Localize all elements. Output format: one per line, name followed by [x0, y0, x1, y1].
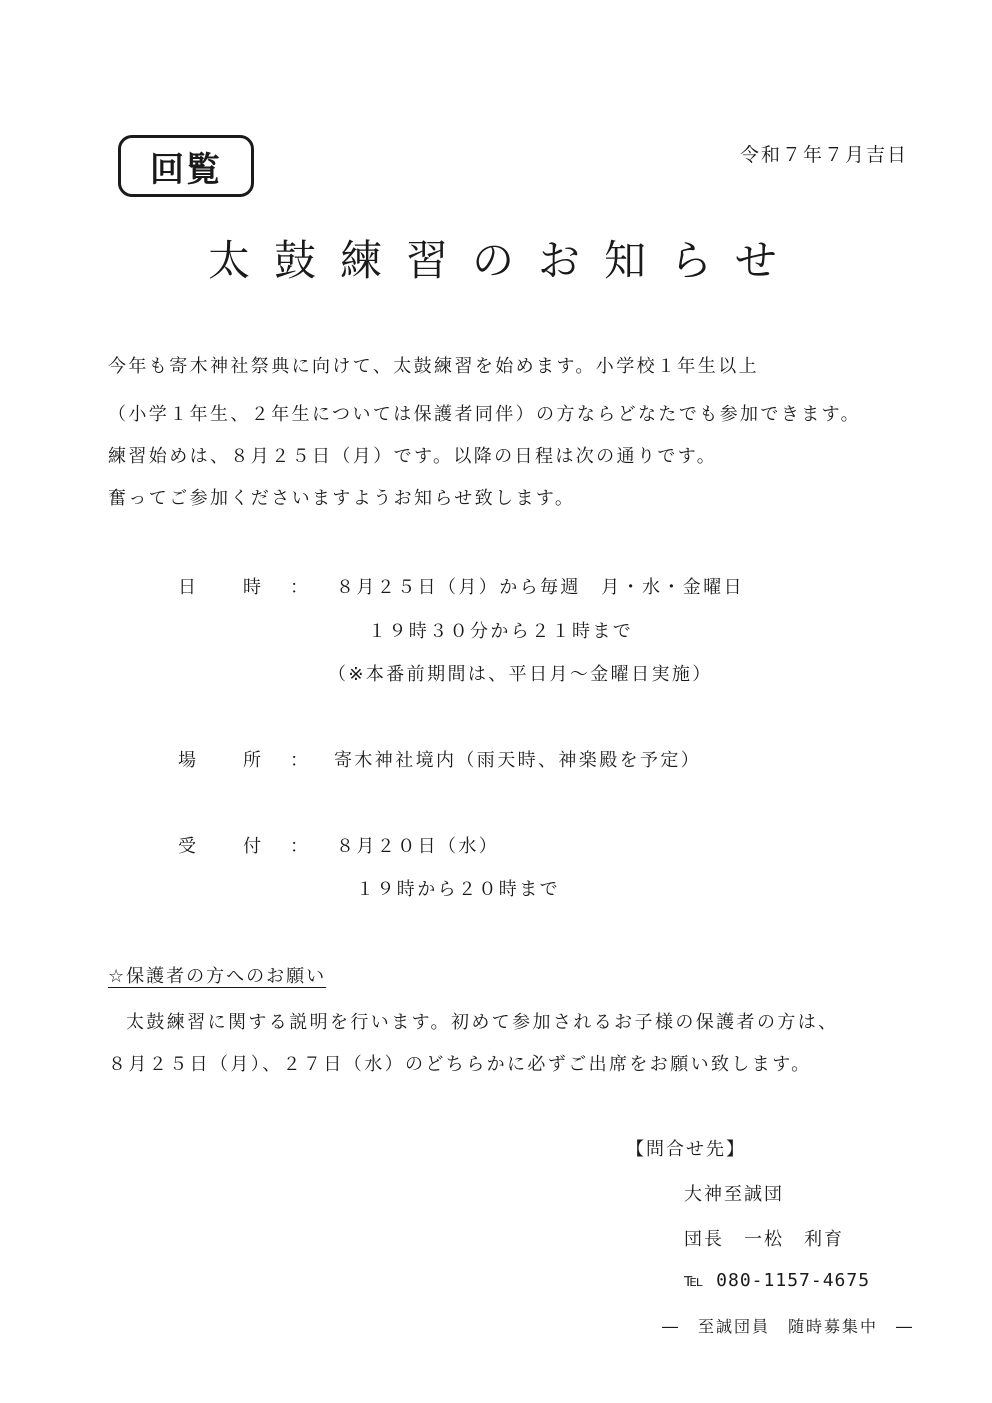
reception-line-1: ８月２０日（水） — [336, 836, 500, 857]
reception-colon: ： — [290, 836, 308, 857]
intro-line-1: 今年も寄木神社祭典に向けて、太鼓練習を始めます。小学校１年生以上 — [108, 356, 759, 377]
page-title: 太鼓練習のお知らせ — [208, 236, 801, 285]
intro-line-2: （小学１年生、２年生については保護者同伴）の方ならどなたでも参加できます。 — [108, 404, 861, 425]
guardian-line-1: 太鼓練習に関する説明を行います。初めて参加されるお子様の保護者の方は、 — [126, 1012, 839, 1033]
issue-date: 令和７年７月吉日 — [740, 144, 909, 166]
datetime-line-3: （※本番前期間は、平日月～金曜日実施） — [328, 664, 713, 685]
contact-tel: ℡ 080-1157-4675 — [684, 1270, 871, 1291]
place-line-1: 寄木神社境内（雨天時、神楽殿を予定） — [334, 750, 702, 771]
place-label-2: 所 — [243, 750, 261, 771]
datetime-colon: ： — [290, 577, 308, 598]
datetime-line-1: ８月２５日（月）から毎週 月・水・金曜日 — [336, 577, 744, 598]
reception-line-2: １９時から２０時まで — [356, 879, 560, 900]
datetime-line-2: １９時３０分から２１時まで — [368, 621, 634, 642]
contact-person: 団長 一松 利育 — [684, 1229, 844, 1250]
reception-label-1: 受 — [178, 836, 196, 857]
intro-line-3: 練習始めは、８月２５日（月）です。以降の日程は次の通りです。 — [108, 446, 718, 467]
circular-stamp: 回覧 — [118, 135, 254, 197]
intro-line-4: 奮ってご参加くださいますようお知らせ致します。 — [108, 488, 576, 509]
place-label-1: 場 — [178, 750, 196, 771]
contact-heading: 【問合せ先】 — [626, 1139, 746, 1160]
datetime-label-1: 日 — [178, 577, 196, 598]
guardian-line-2: ８月２５日（月）、２７日（水）のどちらかに必ずご出席をお願い致します。 — [108, 1054, 812, 1075]
recruit-note: ― 至誠団員 随時募集中 ― — [662, 1317, 915, 1336]
reception-label-2: 付 — [243, 836, 261, 857]
datetime-label-2: 時 — [243, 577, 261, 598]
guardian-heading: ☆保護者の方へのお願い — [108, 966, 327, 987]
place-colon: ： — [290, 750, 308, 771]
contact-org: 大神至誠団 — [684, 1184, 784, 1205]
